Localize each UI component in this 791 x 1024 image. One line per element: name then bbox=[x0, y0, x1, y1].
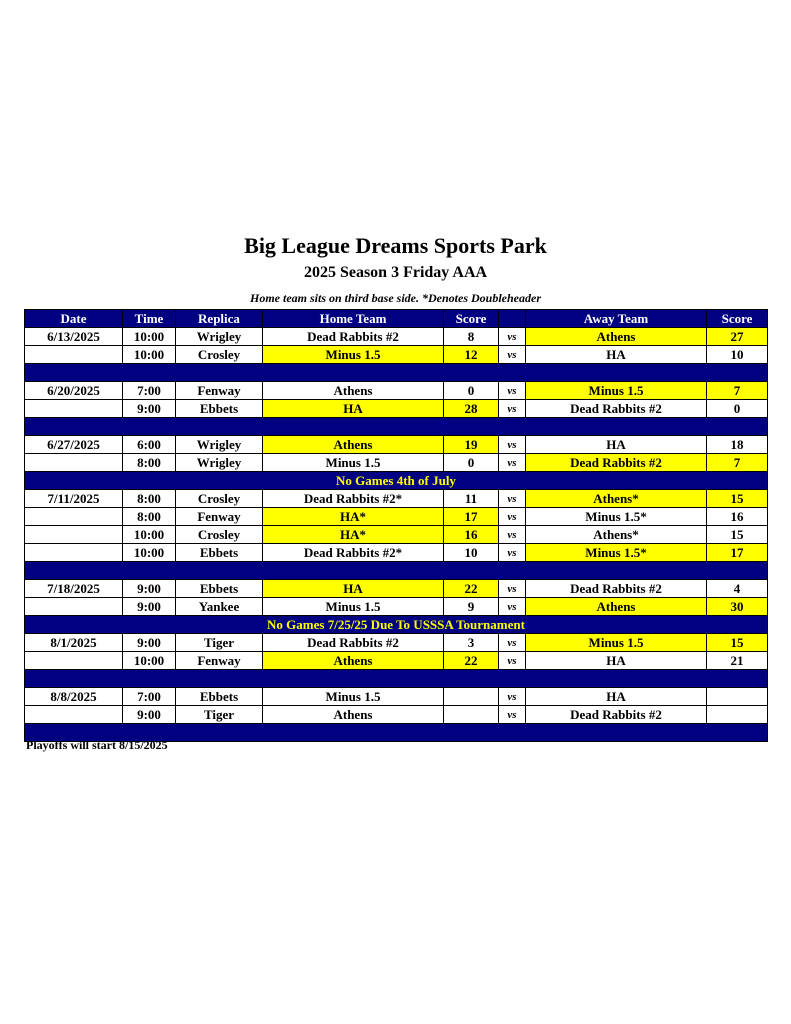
date-cell: 8/1/2025 bbox=[25, 634, 123, 652]
away-score-cell: 18 bbox=[707, 436, 768, 454]
replica-cell: Fenway bbox=[176, 652, 263, 670]
away-score-cell: 30 bbox=[707, 598, 768, 616]
home-team-cell: Minus 1.5 bbox=[263, 688, 444, 706]
away-team-cell: HA bbox=[526, 346, 707, 364]
away-score-cell: 27 bbox=[707, 328, 768, 346]
page-subtitle: 2025 Season 3 Friday AAA bbox=[303, 264, 488, 281]
replica-cell: Crosley bbox=[176, 526, 263, 544]
replica-cell: Ebbets bbox=[176, 688, 263, 706]
home-score-cell: 0 bbox=[444, 382, 499, 400]
game-row bbox=[25, 652, 768, 670]
time-cell: 10:00 bbox=[123, 526, 176, 544]
away-team-cell: HA bbox=[526, 436, 707, 454]
schedule-note: Home team sits on third base side. *Denotes Doubleheader bbox=[250, 291, 541, 305]
replica-cell: Ebbets bbox=[176, 400, 263, 418]
replica-cell: Tiger bbox=[176, 634, 263, 652]
game-row bbox=[25, 346, 768, 364]
spacer-cell bbox=[25, 364, 768, 382]
date-cell: 6/13/2025 bbox=[25, 328, 123, 346]
home-score-cell bbox=[444, 688, 499, 706]
date-cell: 6/27/2025 bbox=[25, 436, 123, 454]
page-title: Big League Dreams Sports Park bbox=[244, 233, 547, 258]
away-score-cell: 15 bbox=[707, 490, 768, 508]
home-team-cell: Athens bbox=[263, 436, 444, 454]
spacer-cell bbox=[25, 562, 768, 580]
col-header-home-score: Score bbox=[444, 310, 499, 328]
time-cell: 8:00 bbox=[123, 490, 176, 508]
home-team-cell: Minus 1.5 bbox=[263, 598, 444, 616]
away-team-cell: Athens* bbox=[526, 490, 707, 508]
home-score-cell: 11 bbox=[444, 490, 499, 508]
vs-cell: vs bbox=[499, 706, 526, 724]
date-cell: 7/11/2025 bbox=[25, 490, 123, 508]
home-score-cell: 16 bbox=[444, 526, 499, 544]
home-team-cell: Minus 1.5 bbox=[263, 346, 444, 364]
away-score-cell: 21 bbox=[707, 652, 768, 670]
replica-cell: Crosley bbox=[176, 490, 263, 508]
date-cell bbox=[25, 454, 123, 472]
away-team-cell: Dead Rabbits #2 bbox=[526, 580, 707, 598]
away-team-cell: Dead Rabbits #2 bbox=[526, 400, 707, 418]
vs-cell: vs bbox=[499, 598, 526, 616]
announcement-text: No Games 7/25/25 Due To USSSA Tournament bbox=[25, 616, 768, 634]
away-team-cell: Minus 1.5* bbox=[526, 508, 707, 526]
game-row bbox=[25, 544, 768, 562]
game-row bbox=[25, 688, 768, 706]
away-team-cell: Dead Rabbits #2 bbox=[526, 706, 707, 724]
vs-cell: vs bbox=[499, 508, 526, 526]
announcement-row bbox=[25, 472, 768, 490]
spacer-row bbox=[25, 364, 768, 382]
away-team-cell: Minus 1.5 bbox=[526, 382, 707, 400]
time-cell: 9:00 bbox=[123, 634, 176, 652]
away-team-cell: Dead Rabbits #2 bbox=[526, 454, 707, 472]
home-team-cell: Dead Rabbits #2* bbox=[263, 490, 444, 508]
col-header-replica: Replica bbox=[176, 310, 263, 328]
time-cell: 9:00 bbox=[123, 706, 176, 724]
home-team-cell: Dead Rabbits #2* bbox=[263, 544, 444, 562]
home-score-cell: 3 bbox=[444, 634, 499, 652]
away-score-cell bbox=[707, 688, 768, 706]
vs-cell: vs bbox=[499, 454, 526, 472]
home-score-cell: 17 bbox=[444, 508, 499, 526]
vs-cell: vs bbox=[499, 328, 526, 346]
date-cell: 7/18/2025 bbox=[25, 580, 123, 598]
date-cell bbox=[25, 544, 123, 562]
time-cell: 8:00 bbox=[123, 454, 176, 472]
schedule-table bbox=[24, 309, 768, 742]
replica-cell: Tiger bbox=[176, 706, 263, 724]
replica-cell: Fenway bbox=[176, 508, 263, 526]
spacer-cell bbox=[25, 670, 768, 688]
schedule-body bbox=[25, 328, 768, 742]
away-team-cell: Athens* bbox=[526, 526, 707, 544]
home-score-cell: 28 bbox=[444, 400, 499, 418]
vs-cell: vs bbox=[499, 436, 526, 454]
home-team-cell: Athens bbox=[263, 652, 444, 670]
game-row bbox=[25, 508, 768, 526]
vs-cell: vs bbox=[499, 634, 526, 652]
home-score-cell: 19 bbox=[444, 436, 499, 454]
time-cell: 10:00 bbox=[123, 328, 176, 346]
spacer-cell bbox=[25, 418, 768, 436]
home-team-cell: HA* bbox=[263, 508, 444, 526]
time-cell: 7:00 bbox=[123, 688, 176, 706]
time-cell: 6:00 bbox=[123, 436, 176, 454]
replica-cell: Fenway bbox=[176, 382, 263, 400]
away-team-cell: HA bbox=[526, 652, 707, 670]
replica-cell: Ebbets bbox=[176, 580, 263, 598]
away-score-cell: 17 bbox=[707, 544, 768, 562]
date-cell bbox=[25, 508, 123, 526]
away-score-cell: 0 bbox=[707, 400, 768, 418]
away-score-cell: 15 bbox=[707, 526, 768, 544]
playoffs-note: Playoffs will start 8/15/2025 bbox=[26, 738, 168, 752]
away-team-cell: Minus 1.5* bbox=[526, 544, 707, 562]
home-score-cell: 10 bbox=[444, 544, 499, 562]
home-score-cell: 22 bbox=[444, 652, 499, 670]
game-row bbox=[25, 580, 768, 598]
home-score-cell: 12 bbox=[444, 346, 499, 364]
announcement-text: No Games 4th of July bbox=[25, 472, 768, 490]
home-team-cell: Dead Rabbits #2 bbox=[263, 634, 444, 652]
home-team-cell: HA* bbox=[263, 526, 444, 544]
game-row bbox=[25, 490, 768, 508]
home-team-cell: Athens bbox=[263, 706, 444, 724]
away-score-cell: 7 bbox=[707, 382, 768, 400]
date-cell bbox=[25, 526, 123, 544]
vs-cell: vs bbox=[499, 382, 526, 400]
away-team-cell: HA bbox=[526, 688, 707, 706]
date-cell bbox=[25, 400, 123, 418]
away-score-cell: 7 bbox=[707, 454, 768, 472]
time-cell: 9:00 bbox=[123, 400, 176, 418]
home-team-cell: HA bbox=[263, 580, 444, 598]
home-score-cell: 0 bbox=[444, 454, 499, 472]
game-row bbox=[25, 328, 768, 346]
time-cell: 10:00 bbox=[123, 544, 176, 562]
away-score-cell bbox=[707, 706, 768, 724]
header-row bbox=[25, 310, 768, 328]
home-team-cell: HA bbox=[263, 400, 444, 418]
date-cell bbox=[25, 652, 123, 670]
time-cell: 8:00 bbox=[123, 508, 176, 526]
home-score-cell: 22 bbox=[444, 580, 499, 598]
home-score-cell bbox=[444, 706, 499, 724]
home-score-cell: 9 bbox=[444, 598, 499, 616]
away-team-cell: Athens bbox=[526, 328, 707, 346]
col-header-away-team: Away Team bbox=[526, 310, 707, 328]
game-row bbox=[25, 454, 768, 472]
time-cell: 10:00 bbox=[123, 346, 176, 364]
replica-cell: Wrigley bbox=[176, 328, 263, 346]
home-team-cell: Athens bbox=[263, 382, 444, 400]
away-score-cell: 4 bbox=[707, 580, 768, 598]
away-score-cell: 15 bbox=[707, 634, 768, 652]
vs-cell: vs bbox=[499, 580, 526, 598]
replica-cell: Yankee bbox=[176, 598, 263, 616]
vs-cell: vs bbox=[499, 490, 526, 508]
col-header-home-team: Home Team bbox=[263, 310, 444, 328]
game-row bbox=[25, 598, 768, 616]
replica-cell: Crosley bbox=[176, 346, 263, 364]
replica-cell: Wrigley bbox=[176, 436, 263, 454]
time-cell: 10:00 bbox=[123, 652, 176, 670]
vs-cell: vs bbox=[499, 526, 526, 544]
vs-cell: vs bbox=[499, 400, 526, 418]
vs-cell: vs bbox=[499, 652, 526, 670]
date-cell: 6/20/2025 bbox=[25, 382, 123, 400]
replica-cell: Wrigley bbox=[176, 454, 263, 472]
vs-cell: vs bbox=[499, 688, 526, 706]
time-cell: 9:00 bbox=[123, 580, 176, 598]
vs-cell: vs bbox=[499, 544, 526, 562]
away-team-cell: Athens bbox=[526, 598, 707, 616]
spacer-row bbox=[25, 418, 768, 436]
home-team-cell: Minus 1.5 bbox=[263, 454, 444, 472]
game-row bbox=[25, 634, 768, 652]
spacer-row bbox=[25, 562, 768, 580]
home-score-cell: 8 bbox=[444, 328, 499, 346]
game-row bbox=[25, 526, 768, 544]
spacer-row bbox=[25, 670, 768, 688]
away-score-cell: 10 bbox=[707, 346, 768, 364]
date-cell: 8/8/2025 bbox=[25, 688, 123, 706]
away-team-cell: Minus 1.5 bbox=[526, 634, 707, 652]
col-header-vs bbox=[499, 310, 526, 328]
replica-cell: Ebbets bbox=[176, 544, 263, 562]
away-score-cell: 16 bbox=[707, 508, 768, 526]
game-row bbox=[25, 436, 768, 454]
game-row bbox=[25, 400, 768, 418]
date-cell bbox=[25, 706, 123, 724]
date-cell bbox=[25, 598, 123, 616]
time-cell: 7:00 bbox=[123, 382, 176, 400]
game-row bbox=[25, 382, 768, 400]
col-header-date: Date bbox=[25, 310, 123, 328]
date-cell bbox=[25, 346, 123, 364]
announcement-row bbox=[25, 616, 768, 634]
time-cell: 9:00 bbox=[123, 598, 176, 616]
col-header-time: Time bbox=[123, 310, 176, 328]
home-team-cell: Dead Rabbits #2 bbox=[263, 328, 444, 346]
col-header-away-score: Score bbox=[707, 310, 768, 328]
game-row bbox=[25, 706, 768, 724]
vs-cell: vs bbox=[499, 346, 526, 364]
